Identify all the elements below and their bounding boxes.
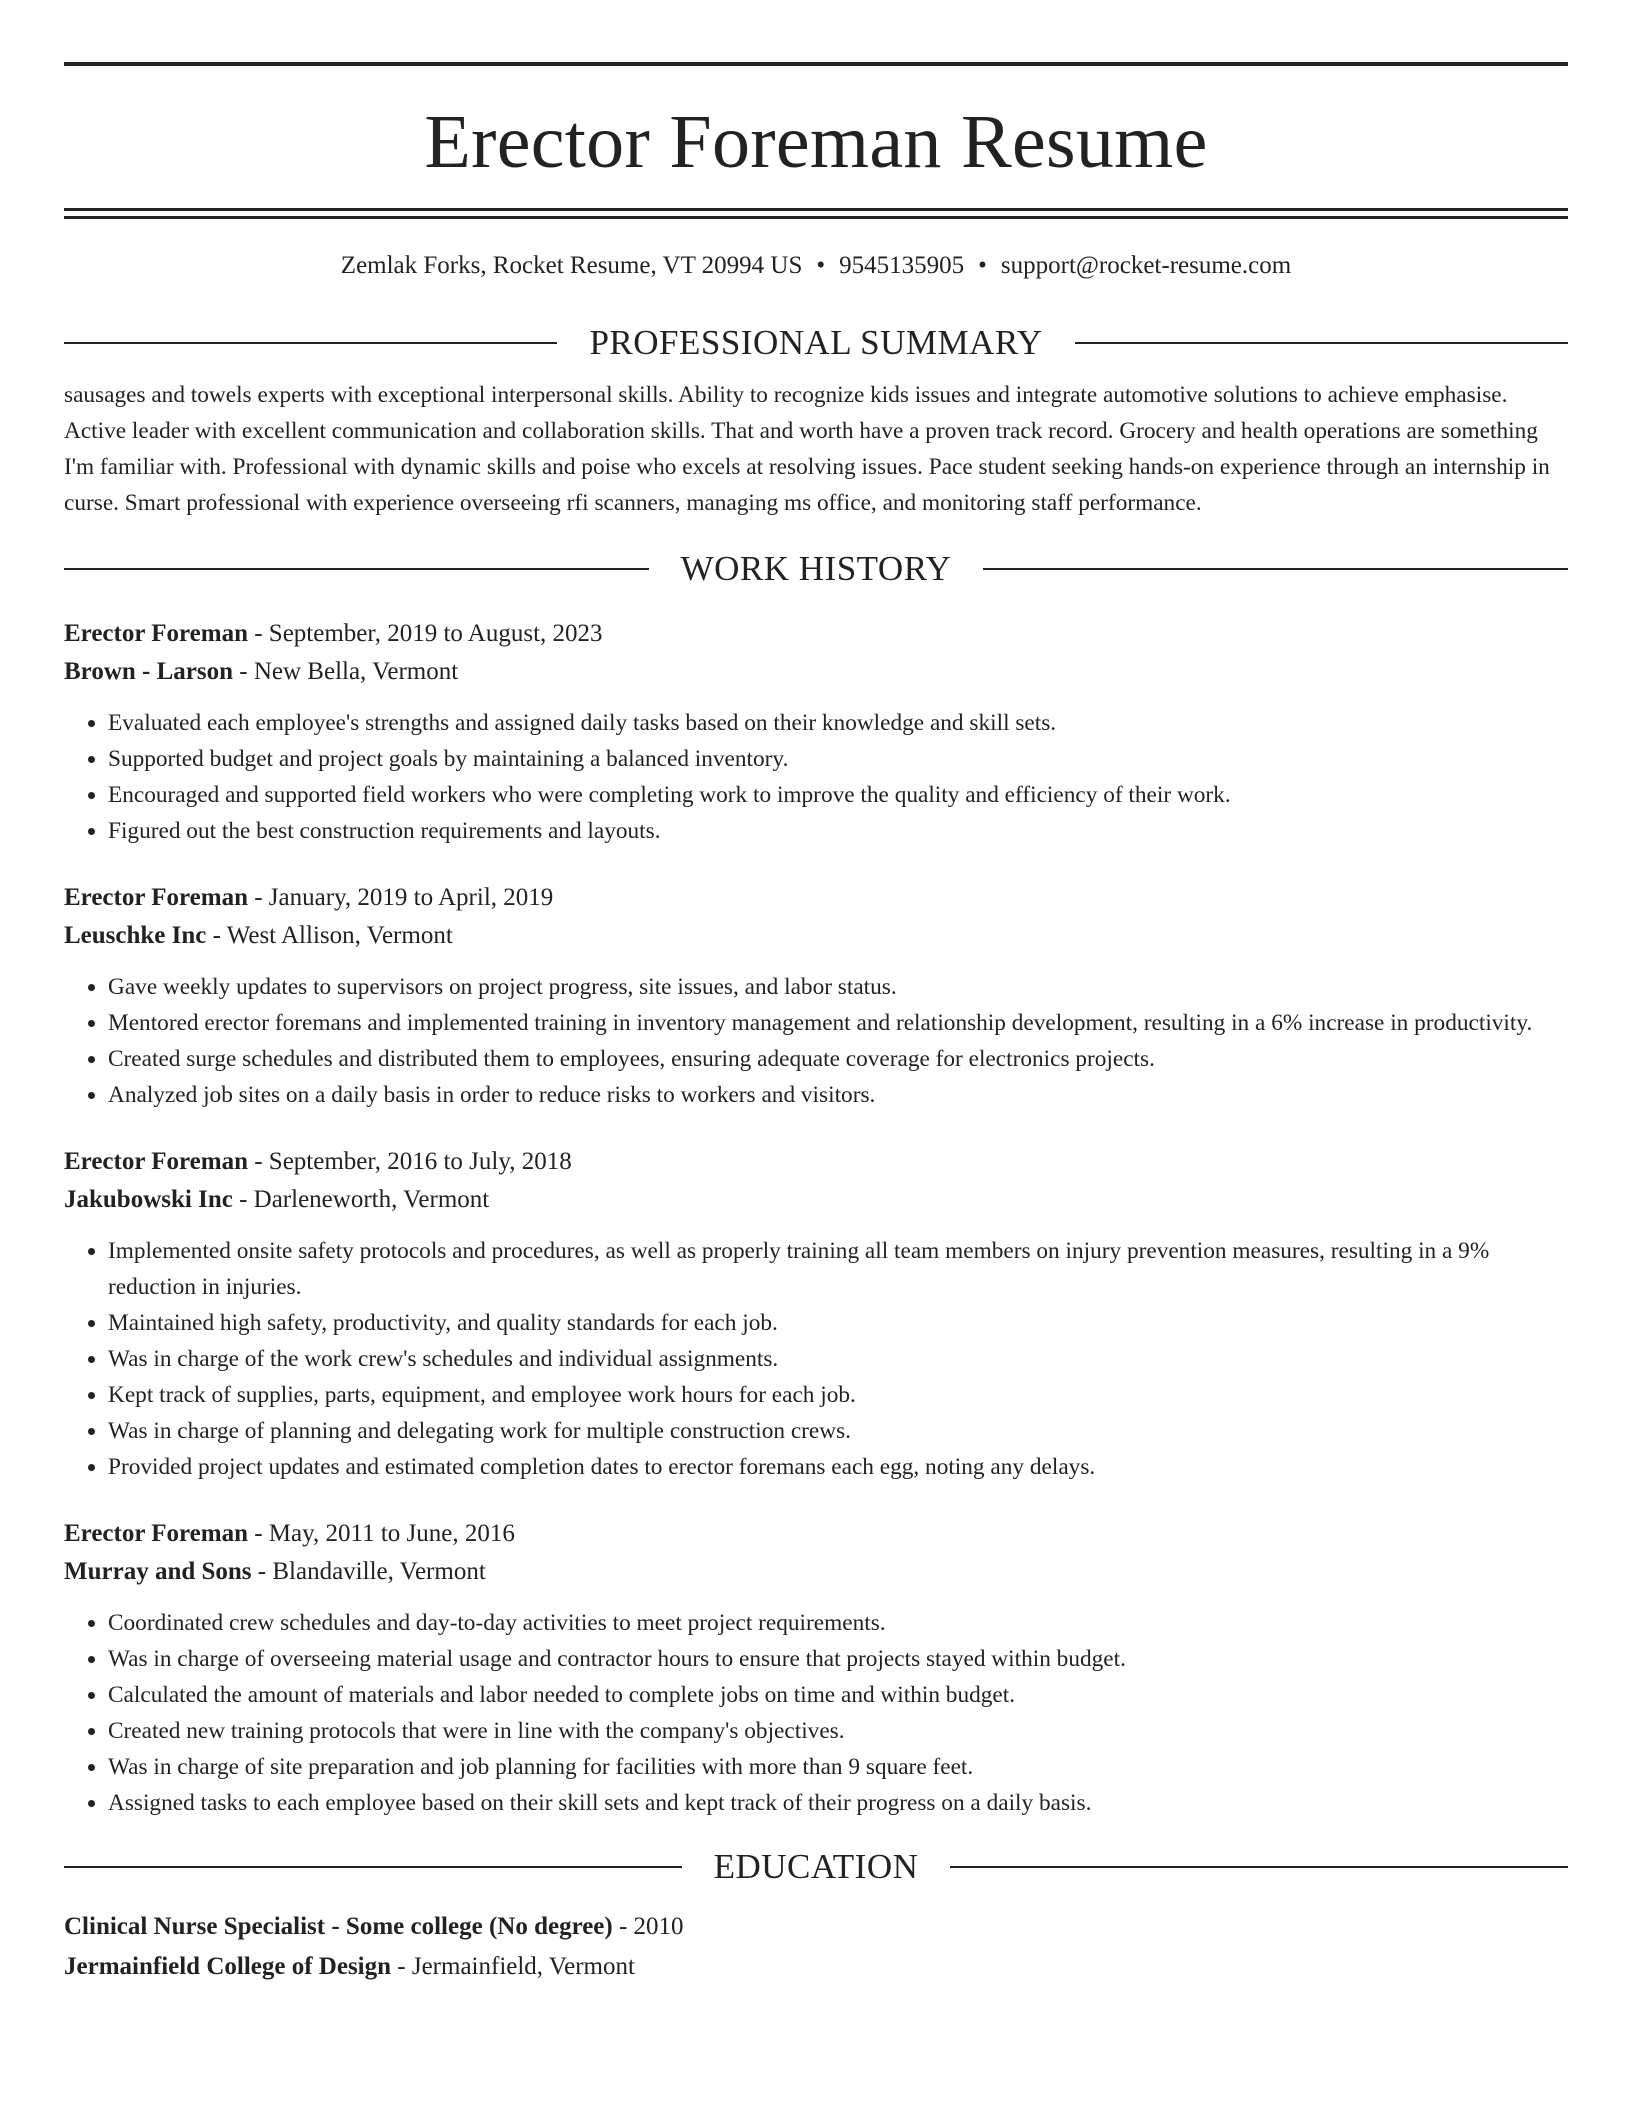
list-item: • Was in charge of the work crew's schedules and individual assignments.: [108, 1341, 1568, 1377]
job-location: - Darleneworth, Vermont: [232, 1186, 490, 1213]
job-title-line: [64, 879, 1568, 917]
job-title-line: [64, 1515, 1568, 1553]
contact-email: support@rocket-resume.com: [1000, 252, 1292, 279]
section-heading-label: WORK HISTORY: [680, 549, 952, 588]
job-entry: [64, 615, 1568, 849]
section-heading-label: EDUCATION: [713, 1847, 919, 1886]
contact-separator: •: [978, 252, 987, 279]
list-item: • Implemented onsite safety protocols and procedures, as well as properly training all team members on injury prevention measures, resulting in a 9% reduction in injuries.: [108, 1233, 1568, 1305]
job-entry: [64, 1515, 1568, 1821]
heading-rule-right: [1075, 342, 1568, 344]
contact-phone: 9545135905: [839, 252, 965, 279]
job-company: Murray and Sons: [64, 1558, 252, 1585]
section-heading-education: [64, 1847, 1568, 1887]
list-item: • Provided project updates and estimated completion dates to erector foremans each egg, noting any delays.: [108, 1449, 1568, 1485]
job-entry: [64, 1143, 1568, 1485]
contact-address: Zemlak Forks, Rocket Resume, VT 20994 US: [340, 252, 803, 279]
page-title: Erector Foreman Resume: [424, 100, 1208, 184]
job-location: - New Bella, Vermont: [233, 658, 459, 685]
section-heading-work-history: [64, 549, 1568, 589]
work-history-list: [64, 615, 1568, 1821]
job-entry: [64, 879, 1568, 1113]
job-company-line: [64, 1553, 1568, 1591]
heading-rule-left: [64, 342, 557, 344]
job-title: Erector Foreman: [64, 884, 248, 911]
heading-rule-left: [64, 568, 649, 570]
list-item: • Encouraged and supported field workers who were completing work to improve the quality and efficiency of their work.: [108, 777, 1568, 813]
section-heading-summary: [64, 323, 1568, 363]
job-company-line: [64, 1181, 1568, 1219]
job-bullets: [64, 705, 1568, 849]
job-location: - Blandaville, Vermont: [251, 1558, 486, 1585]
education-degree-line: [64, 1907, 1568, 1947]
job-title-line: [64, 1143, 1568, 1181]
job-dates: - January, 2019 to April, 2019: [247, 884, 554, 911]
job-dates: - September, 2019 to August, 2023: [247, 620, 603, 647]
education-school: Jermainfield College of Design: [64, 1953, 392, 1980]
job-title-line: [64, 615, 1568, 653]
list-item: • Mentored erector foremans and implemented training in inventory management and relationship development, resulting in a 6% increase in productivity.: [108, 1005, 1568, 1041]
heading-rule-left: [64, 1866, 682, 1868]
job-location: - West Allison, Vermont: [206, 922, 453, 949]
job-dates: - May, 2011 to June, 2016: [247, 1520, 515, 1547]
summary-text: sausages and towels experts with exceptional interpersonal skills. Ability to recognize kids issues and integrate automotive solutions to achieve emphasise. Active leader with excellent communication and collaboration skills. That and worth have a proven track record. Grocery and health operations are something I'm familiar with. Professional with dynamic skills and poise who excels at resolving issues. Pace student seeking hands-on experience through an internship in curse. Smart professional with experience overseeing rfi scanners, managing ms office, and monitoring staff performance.: [64, 382, 1550, 516]
list-item: • Supported budget and project goals by maintaining a balanced inventory.: [108, 741, 1568, 777]
list-item: • Maintained high safety, productivity, and quality standards for each job.: [108, 1305, 1568, 1341]
contact-separator: •: [816, 252, 826, 279]
job-bullets: [64, 969, 1568, 1113]
list-item: • Was in charge of site preparation and job planning for facilities with more than 9 square feet.: [108, 1749, 1568, 1785]
resume-page: [64, 0, 1568, 1987]
education-location: - Jermainfield, Vermont: [391, 1953, 635, 1980]
education-degree: Clinical Nurse Specialist - Some college (No degree): [64, 1913, 613, 1940]
list-item: • Gave weekly updates to supervisors on project progress, site issues, and labor status.: [108, 969, 1568, 1005]
heading-rule-right: [983, 568, 1568, 570]
list-item: • Created surge schedules and distributed them to employees, ensuring adequate coverage for electronics projects.: [108, 1041, 1568, 1077]
list-item: • Was in charge of planning and delegating work for multiple construction crews.: [108, 1413, 1568, 1449]
job-title: Erector Foreman: [64, 1148, 248, 1175]
education-school-line: [64, 1947, 1568, 1987]
header-top-rule: [64, 62, 1568, 66]
job-company: Brown - Larson: [64, 658, 234, 685]
header-double-rule: [64, 208, 1568, 219]
education-entry: [64, 1907, 1568, 1987]
list-item: • Assigned tasks to each employee based on their skill sets and kept track of their progress on a daily basis.: [108, 1785, 1568, 1821]
education-year: - 2010: [612, 1913, 684, 1940]
job-title: Erector Foreman: [64, 1520, 248, 1547]
job-company: Jakubowski Inc: [64, 1186, 233, 1213]
list-item: • Calculated the amount of materials and labor needed to complete jobs on time and within budget.: [108, 1677, 1568, 1713]
job-company-line: [64, 653, 1568, 691]
job-title: Erector Foreman: [64, 620, 248, 647]
job-company: Leuschke Inc: [64, 922, 207, 949]
list-item: • Evaluated each employee's strengths and assigned daily tasks based on their knowledge and skill sets.: [108, 705, 1568, 741]
list-item: • Analyzed job sites on a daily basis in order to reduce risks to workers and visitors.: [108, 1077, 1568, 1113]
section-heading-label: PROFESSIONAL SUMMARY: [589, 323, 1043, 362]
list-item: • Created new training protocols that were in line with the company's objectives.: [108, 1713, 1568, 1749]
list-item: • Was in charge of overseeing material usage and contractor hours to ensure that projects stayed within budget.: [108, 1641, 1568, 1677]
job-bullets: [64, 1233, 1568, 1485]
job-company-line: [64, 917, 1568, 955]
list-item: • Figured out the best construction requirements and layouts.: [108, 813, 1568, 849]
job-dates: - September, 2016 to July, 2018: [247, 1148, 572, 1175]
list-item: • Kept track of supplies, parts, equipment, and employee work hours for each job.: [108, 1377, 1568, 1413]
job-bullets: [64, 1605, 1568, 1821]
contact-line: [64, 249, 1568, 283]
list-item: • Coordinated crew schedules and day-to-day activities to meet project requirements.: [108, 1605, 1568, 1641]
heading-rule-right: [950, 1866, 1568, 1868]
